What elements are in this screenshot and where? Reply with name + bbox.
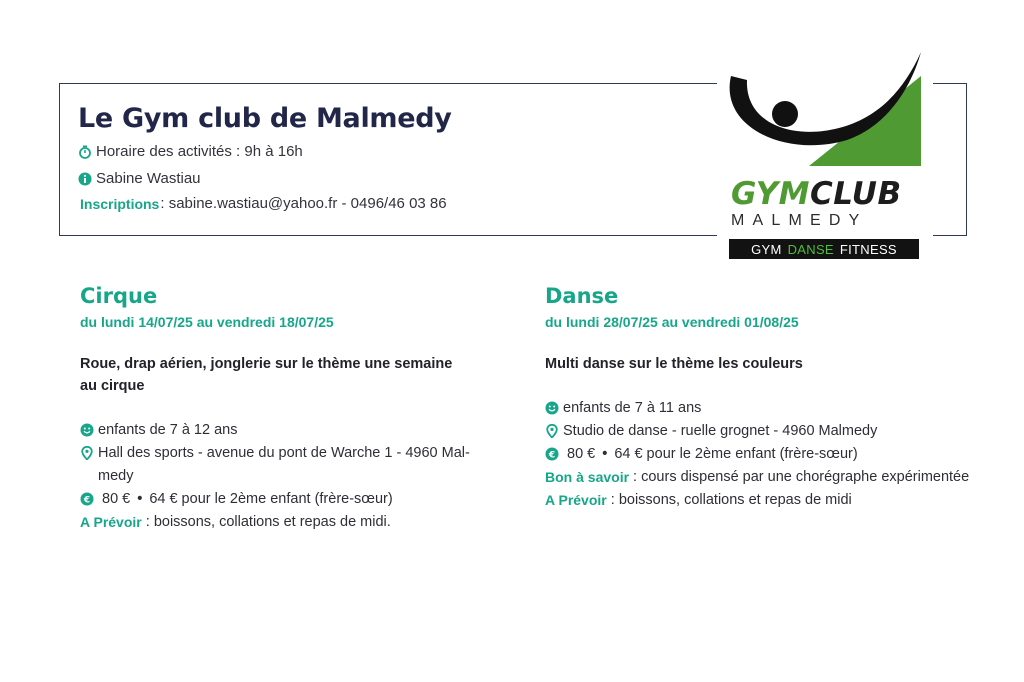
svg-text:€: € xyxy=(83,495,91,506)
svg-text:€: € xyxy=(548,450,556,461)
euro-icon xyxy=(80,492,94,506)
bon-a-savoir-value: : cours dispensé par une chorégraphe expérimentée xyxy=(629,469,970,485)
bon-a-savoir-row xyxy=(545,466,985,489)
gymclub-logo xyxy=(717,44,933,264)
logo-wordmark xyxy=(731,176,902,212)
section-description: Multi danse sur le thème les couleurs xyxy=(545,356,803,372)
location-row xyxy=(80,442,490,488)
section-dates: du lundi 28/07/25 au vendredi 01/08/25 xyxy=(545,314,799,330)
logo-tagline-bar xyxy=(729,239,919,259)
logo-emblem xyxy=(727,48,923,174)
ages-text: enfants de 7 à 12 ans xyxy=(98,422,238,438)
page-title: Le Gym club de Malmedy xyxy=(78,103,452,134)
stopwatch-icon xyxy=(78,145,92,159)
price-row xyxy=(80,488,490,511)
contact-name: Sabine Wastiau xyxy=(96,170,201,187)
bon-a-savoir-label: Bon à savoir xyxy=(545,469,630,485)
price-second: 64 € pour le 2ème enfant (frère-sœur) xyxy=(149,491,393,507)
section-dates: du lundi 14/07/25 au vendredi 18/07/25 xyxy=(80,314,334,330)
map-pin-icon xyxy=(80,446,94,460)
location-text: Studio de danse - ruelle grognet - 4960 Malmedy xyxy=(563,423,878,439)
section-description: Roue, drap aérien, jonglerie sur le thème une semaine au cirque xyxy=(80,356,453,394)
smiley-icon xyxy=(545,401,559,415)
price-main: 80 € xyxy=(102,491,131,507)
location-row xyxy=(545,420,985,443)
section-cirque xyxy=(80,282,490,534)
bullet-dot: • xyxy=(602,446,608,462)
prevoir-label: A Prévoir xyxy=(545,492,607,508)
contact-line xyxy=(78,170,201,187)
info-icon xyxy=(78,172,92,186)
inscriptions-line xyxy=(80,195,447,212)
ages-text: enfants de 7 à 11 ans xyxy=(563,400,702,416)
inscriptions-label: Inscriptions xyxy=(80,195,160,212)
ages-row xyxy=(80,419,490,442)
price-main: 80 € xyxy=(567,446,596,462)
section-title: Cirque xyxy=(80,284,158,308)
logo-bar-gym: GYM xyxy=(751,241,782,257)
location-text: Hall des sports - avenue du pont de Warche 1 - 4960 Mal-medy xyxy=(98,445,470,484)
bullet-dot: • xyxy=(137,491,143,507)
price-row xyxy=(545,443,985,466)
prevoir-row xyxy=(80,511,490,534)
inscriptions-value: : sabine.wastiau@yahoo.fr - 0496/46 03 86 xyxy=(160,195,447,212)
prevoir-value: : boissons, collations et repas de midi. xyxy=(141,514,391,530)
logo-gym-text: GYM xyxy=(731,176,810,212)
schedule-line xyxy=(78,143,303,160)
prevoir-value: : boissons, collations et repas de midi xyxy=(606,492,852,508)
price-second: 64 € pour le 2ème enfant (frère-sœur) xyxy=(614,446,858,462)
section-danse xyxy=(545,282,985,512)
ages-row xyxy=(545,397,985,420)
prevoir-label: A Prévoir xyxy=(80,514,142,530)
schedule-text: Horaire des activités : 9h à 16h xyxy=(96,143,303,160)
smiley-icon xyxy=(80,423,94,437)
logo-club-text: CLUB xyxy=(810,176,902,212)
logo-bar-fitness: FITNESS xyxy=(839,241,897,257)
euro-icon xyxy=(545,447,559,461)
logo-bar-danse: DANSE xyxy=(787,241,834,257)
map-pin-icon xyxy=(545,424,559,438)
prevoir-row xyxy=(545,489,985,512)
section-title: Danse xyxy=(545,284,619,308)
logo-city: MALMEDY xyxy=(731,212,868,229)
